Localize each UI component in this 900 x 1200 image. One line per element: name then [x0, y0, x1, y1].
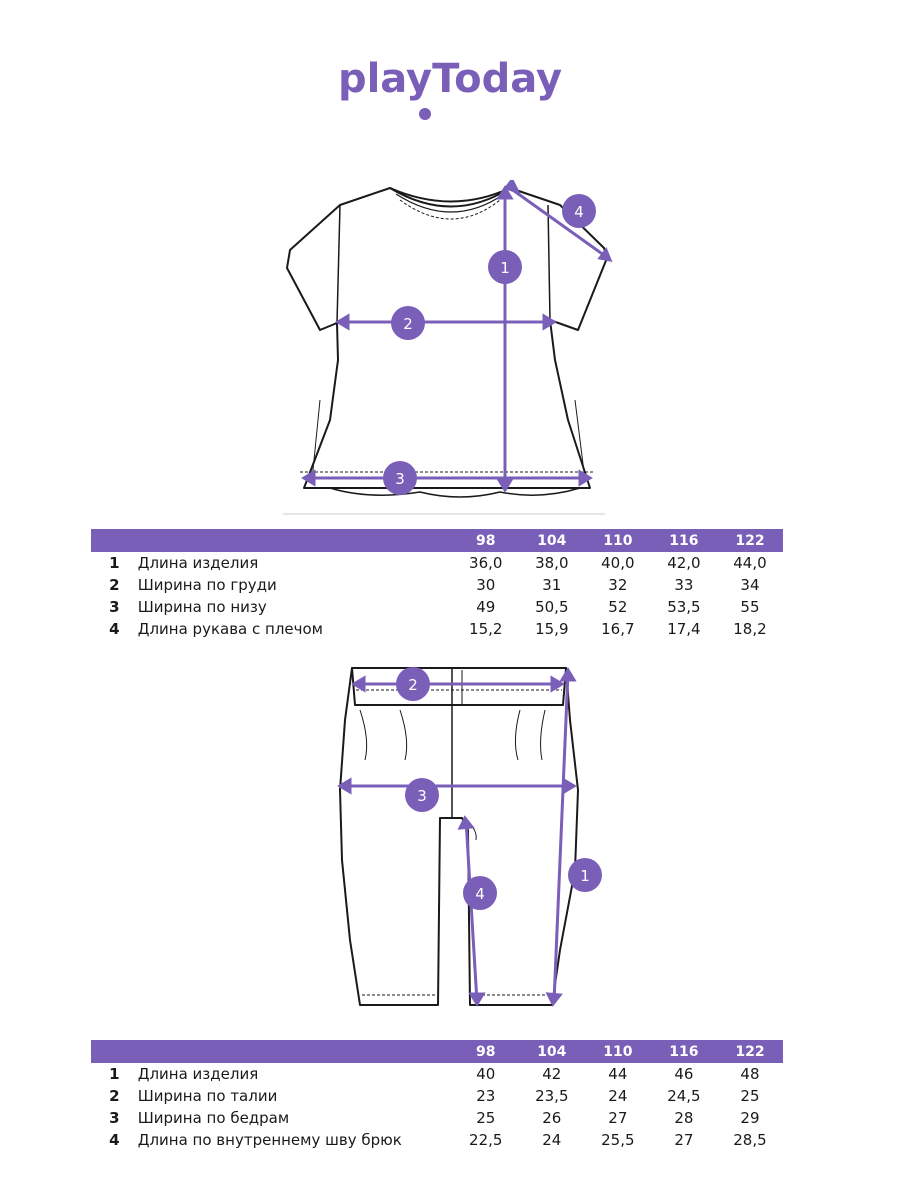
svg-text:3: 3 — [417, 787, 427, 805]
shorts-marker-4 — [463, 876, 497, 910]
tshirt-marker-3 — [383, 461, 417, 495]
size-header: 98 — [453, 1040, 519, 1063]
table-row — [91, 552, 783, 574]
svg-text:2: 2 — [403, 315, 413, 333]
svg-text:3: 3 — [395, 470, 405, 488]
size-header: 98 — [453, 529, 519, 552]
row-value: 44,0 — [733, 554, 767, 572]
row-number: 3 — [109, 598, 120, 616]
row-value: 23,5 — [535, 1087, 569, 1105]
shorts-marker-2 — [396, 667, 430, 701]
row-value: 55 — [740, 598, 760, 616]
table-row — [91, 596, 783, 618]
size-header: 104 — [519, 529, 585, 552]
size-header: 116 — [651, 1040, 717, 1063]
row-value: 25 — [476, 1109, 496, 1127]
row-label: Длина изделия — [137, 1065, 259, 1083]
row-value: 42 — [542, 1065, 562, 1083]
size-header: 116 — [651, 529, 717, 552]
table-row — [91, 1129, 783, 1151]
table-header-row — [91, 1040, 783, 1063]
size-header: 122 — [717, 1040, 783, 1063]
shorts-size-table — [91, 1040, 783, 1151]
table-row — [91, 574, 783, 596]
logo-dot — [419, 108, 431, 120]
row-value: 38,0 — [535, 554, 569, 572]
row-label: Ширина по бедрам — [137, 1109, 290, 1127]
svg-text:1: 1 — [500, 259, 510, 277]
row-number: 1 — [109, 554, 120, 572]
row-label: Ширина по талии — [137, 1087, 278, 1105]
row-value: 24 — [542, 1131, 562, 1149]
row-number: 2 — [109, 576, 120, 594]
row-value: 42,0 — [667, 554, 701, 572]
size-header: 110 — [585, 1040, 651, 1063]
tshirt-size-table — [91, 529, 783, 640]
row-value: 24 — [608, 1087, 628, 1105]
row-value: 22,5 — [469, 1131, 503, 1149]
shorts-outline — [340, 668, 578, 1005]
size-header: 104 — [519, 1040, 585, 1063]
row-value: 29 — [740, 1109, 760, 1127]
playtoday-logo — [320, 52, 580, 126]
size-header: 122 — [717, 529, 783, 552]
row-value: 46 — [674, 1065, 694, 1083]
row-number: 4 — [109, 1131, 120, 1149]
row-value: 50,5 — [535, 598, 569, 616]
svg-text:4: 4 — [475, 885, 485, 903]
row-value: 34 — [740, 576, 760, 594]
logo-wordmark: playToday — [337, 56, 563, 102]
svg-text:2: 2 — [408, 676, 418, 694]
row-value: 18,2 — [733, 620, 767, 638]
row-value: 36,0 — [469, 554, 503, 572]
row-label: Длина по внутреннему шву брюк — [137, 1131, 402, 1149]
row-value: 49 — [476, 598, 496, 616]
svg-text:1: 1 — [580, 867, 590, 885]
row-value: 27 — [608, 1109, 628, 1127]
brand-logo — [0, 52, 900, 126]
shorts-drawing — [0, 660, 900, 1020]
row-value: 26 — [542, 1109, 562, 1127]
row-value: 40,0 — [601, 554, 635, 572]
shorts-marker-1 — [568, 858, 602, 892]
row-value: 24,5 — [667, 1087, 701, 1105]
row-value: 32 — [608, 576, 628, 594]
table-row — [91, 1063, 783, 1085]
row-label: Ширина по груди — [137, 576, 277, 594]
tshirt-marker-4 — [562, 194, 596, 228]
row-value: 40 — [476, 1065, 496, 1083]
row-value: 25 — [740, 1087, 760, 1105]
row-value: 44 — [608, 1065, 628, 1083]
tshirt-outline — [287, 188, 607, 497]
row-label: Длина рукава с плечом — [137, 620, 324, 638]
row-value: 15,2 — [469, 620, 503, 638]
row-number: 3 — [109, 1109, 120, 1127]
tshirt-drawing — [0, 180, 900, 520]
row-value: 52 — [608, 598, 628, 616]
row-label: Длина изделия — [137, 554, 259, 572]
row-value: 28,5 — [733, 1131, 767, 1149]
row-value: 17,4 — [667, 620, 701, 638]
row-value: 27 — [674, 1131, 694, 1149]
row-value: 25,5 — [601, 1131, 635, 1149]
row-number: 2 — [109, 1087, 120, 1105]
row-number: 1 — [109, 1065, 120, 1083]
row-value: 28 — [674, 1109, 694, 1127]
table-row — [91, 618, 783, 640]
row-value: 16,7 — [601, 620, 635, 638]
shorts-marker-3 — [405, 778, 439, 812]
size-header: 110 — [585, 529, 651, 552]
row-label: Ширина по низу — [137, 598, 267, 616]
tshirt-marker-1 — [488, 250, 522, 284]
row-value: 23 — [476, 1087, 496, 1105]
row-value: 53,5 — [667, 598, 701, 616]
row-value: 30 — [476, 576, 496, 594]
svg-text:4: 4 — [574, 203, 584, 221]
row-number: 4 — [109, 620, 120, 638]
table-row — [91, 1107, 783, 1129]
table-header-row — [91, 529, 783, 552]
row-value: 15,9 — [535, 620, 569, 638]
row-value: 31 — [542, 576, 562, 594]
header-blank — [91, 1040, 453, 1063]
table-row — [91, 1085, 783, 1107]
row-value: 33 — [674, 576, 694, 594]
row-value: 48 — [740, 1065, 760, 1083]
tshirt-marker-2 — [391, 306, 425, 340]
header-blank — [91, 529, 453, 552]
